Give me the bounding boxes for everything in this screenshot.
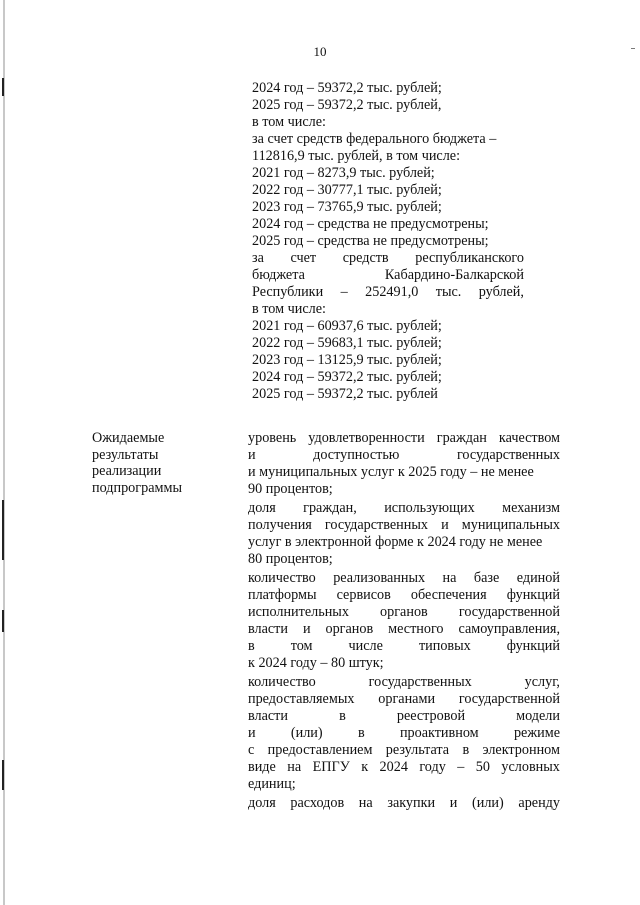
results-line: виде на ЕПГУ к 2024 году – 50 условных [248, 759, 560, 775]
funding-line: 2024 год – средства не предусмотрены; [252, 216, 489, 232]
results-line: количество реализованных на базе единой [248, 570, 560, 586]
scan-mark [2, 760, 4, 790]
funding-line: 2022 год – 59683,1 тыс. рублей; [252, 335, 442, 351]
results-line: 90 процентов; [248, 481, 333, 497]
results-line: и (или) в проактивном режиме [248, 725, 560, 741]
results-line: получения государственных и муниципальных [248, 517, 560, 533]
results-line: 80 процентов; [248, 551, 333, 567]
scan-mark [2, 610, 4, 632]
results-line: предоставляемых органами государственной [248, 691, 560, 707]
funding-line: 112816,9 тыс. рублей, в том числе: [252, 148, 461, 164]
scan-dot [631, 48, 635, 49]
scan-mark [2, 78, 4, 96]
results-line: власти в реестровой модели [248, 708, 560, 724]
results-line: уровень удовлетворенности граждан качеством [248, 430, 560, 446]
results-line: в том числе типовых функций [248, 638, 560, 654]
results-line: единиц; [248, 776, 296, 792]
funding-line: 2024 год – 59372,2 тыс. рублей; [252, 369, 442, 385]
funding-republic-line: за счет средств республиканского [252, 250, 524, 266]
funding-line: 2021 год – 8273,9 тыс. рублей; [252, 165, 435, 181]
funding-line: 2023 год – 13125,9 тыс. рублей; [252, 352, 442, 368]
results-line: доля расходов на закупки и (или) аренду [248, 795, 560, 811]
funding-line: 2023 год – 73765,9 тыс. рублей; [252, 199, 442, 215]
funding-line: 2024 год – 59372,2 тыс. рублей; [252, 80, 442, 96]
funding-line: в том числе: [252, 301, 326, 317]
results-line: услуг в электронной форме к 2024 году не менее [248, 534, 543, 550]
funding-line: 2025 год – 59372,2 тыс. рублей [252, 386, 438, 402]
funding-line: 2025 год – 59372,2 тыс. рублей, [252, 97, 442, 113]
page-number: 10 [313, 44, 327, 59]
funding-line: в том числе: [252, 114, 326, 130]
funding-line: 2025 год – средства не предусмотрены; [252, 233, 489, 249]
funding-line: за счет средств федерального бюджета – [252, 131, 497, 147]
results-line: исполнительных органов государственной [248, 604, 560, 620]
funding-republic-line: бюджета Кабардино-Балкарской [252, 267, 524, 283]
results-line: количество государственных услуг, [248, 674, 560, 690]
results-label: Ожидаемые результаты реализации подпрограммы [92, 430, 182, 496]
results-line: с предоставлением результата в электронном [248, 742, 560, 758]
funding-line: 2022 год – 30777,1 тыс. рублей; [252, 182, 442, 198]
results-line: и муниципальных услуг к 2025 году – не менее [248, 464, 534, 480]
results-line: и доступностью государственных [248, 447, 560, 463]
funding-line: 2021 год – 60937,6 тыс. рублей; [252, 318, 442, 334]
results-line: власти и органов местного самоуправления, [248, 621, 560, 637]
results-line: доля граждан, использующих механизм [248, 500, 560, 516]
funding-republic-line: Республики – 252491,0 тыс. рублей, [252, 284, 524, 300]
results-line: платформы сервисов обеспечения функций [248, 587, 560, 603]
scan-mark [2, 500, 4, 560]
results-line: к 2024 году – 80 штук; [248, 655, 384, 671]
